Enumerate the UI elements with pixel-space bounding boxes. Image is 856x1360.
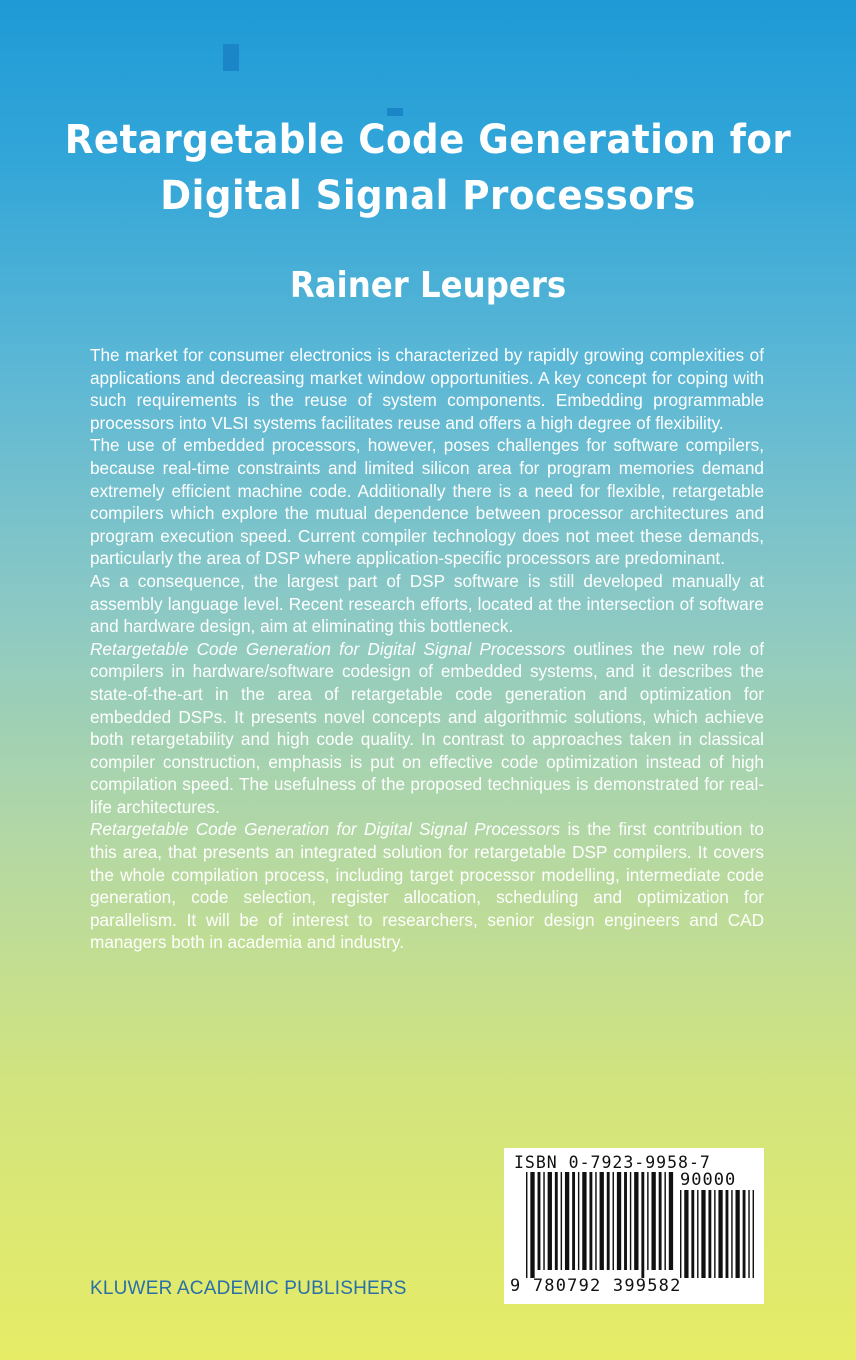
barcode-bar	[659, 1172, 662, 1270]
title-line-2: Digital Signal Processors	[160, 173, 696, 219]
barcode-bar	[736, 1190, 740, 1278]
barcode-bar	[530, 1172, 534, 1278]
book-title	[30, 112, 826, 224]
barcode-bar	[647, 1172, 648, 1270]
blurb-text: outlines the new role of compilers in hardware/software codesign of embedded systems, and it describes the state-of-the-art in the area of retargetable code generation and optimization for embedded DSPs. It presents novel concepts and algorithmic solutions, which achieve both retargetability and high code quality. In contrast to approaches taken in classical compiler construction, emphasis is put on effective code optimization instead of high compilation speed. The usefulness of the proposed techniques is demonstrated for real-life architectures.	[90, 638, 764, 817]
barcode-bar	[555, 1172, 558, 1270]
blurb-paragraph	[90, 638, 764, 819]
barcode-bar	[578, 1172, 579, 1270]
isbn-label: ISBN 0-7923-9958-7	[514, 1153, 711, 1172]
barcode-bar	[708, 1190, 711, 1278]
barcode-bar	[651, 1172, 655, 1270]
ean-barcode-bars	[526, 1172, 676, 1278]
barcode-bar	[582, 1172, 586, 1270]
barcode-bar	[617, 1172, 621, 1270]
barcode-bar	[572, 1172, 575, 1270]
barcode-bar	[589, 1172, 592, 1270]
barcode-bar	[701, 1190, 705, 1278]
blurb-paragraph: The market for consumer electronics is characterized by rapidly growing complexities of applications and decreasing market window opportunities. A key concept for coping with such requirements is the reuse of system components. Embedding programmable processors into VLSI systems facilitates reuse and offers a high degree of flexibility.	[90, 345, 764, 433]
barcode-bar	[748, 1190, 749, 1278]
decorative-mark	[223, 44, 239, 71]
publisher-name: KLUWER ACADEMIC PUBLISHERS	[90, 1278, 407, 1299]
price-code: 90000	[680, 1170, 737, 1190]
barcode-bar	[691, 1190, 694, 1278]
barcode-bar	[565, 1172, 569, 1270]
barcode-bar	[624, 1172, 627, 1270]
barcode-bar	[697, 1190, 698, 1278]
barcode-bar	[561, 1172, 562, 1270]
back-cover-blurb	[90, 344, 764, 954]
barcode-bar	[743, 1190, 746, 1278]
blurb-paragraph	[90, 818, 764, 954]
barcode-bar	[526, 1172, 527, 1278]
italic-book-title: Retargetable Code Generation for Digital Signal Processors	[90, 819, 561, 840]
title-line-1: Retargetable Code Generation for	[64, 117, 792, 163]
barcode-bar	[753, 1190, 754, 1278]
barcode-bar	[543, 1172, 544, 1270]
barcode-bar	[634, 1172, 638, 1270]
barcode-bar	[669, 1172, 673, 1270]
barcode-bar	[595, 1172, 596, 1270]
barcode-bar	[548, 1172, 552, 1270]
blurb-text: is the first contribution to this area, that presents an integrated solution for retargetable DSP compilers. It covers the whole compilation process, including target processor modelling, intermediate code generation, code selection, register allocation, scheduling and optimization for parallelism. It will be of interest to researchers, senior design engineers and CAD managers both in academia and industry.	[90, 819, 764, 953]
barcode-bar	[718, 1190, 722, 1278]
barcode-bar	[607, 1172, 610, 1270]
blurb-paragraph: The use of embedded processors, however, poses challenges for software compilers, because real-time constraints and limited silicon area for program memories demand extremely efficient machine code. Additionally there is a need for flexible, retargetable compilers which explore the mutual dependence between processor architectures and program execution speed. Current compiler technology does not meet these demands, particularly the area of DSP where application-specific processors are predominant.	[90, 435, 764, 569]
barcode-bar	[641, 1172, 644, 1278]
barcode-bar	[680, 1190, 681, 1278]
barcode-bar	[714, 1190, 715, 1278]
barcode-bar	[726, 1190, 729, 1278]
isbn-barcode	[504, 1148, 764, 1304]
barcode-bar	[630, 1172, 631, 1270]
addon-barcode-bars	[680, 1190, 754, 1278]
barcode-bar	[613, 1172, 614, 1270]
ean-digits: 9 780792 399582	[510, 1276, 682, 1296]
barcode-bar	[664, 1172, 665, 1270]
barcode-bar	[538, 1172, 541, 1270]
barcode-bar	[731, 1190, 732, 1278]
author-name: Rainer Leupers	[289, 265, 567, 306]
blurb-paragraph: As a consequence, the largest part of DSP software is still developed manually at assembly language level. Recent research efforts, located at the intersection of software and hardware design, aim at eliminating this bottleneck.	[90, 570, 764, 637]
italic-book-title: Retargetable Code Generation for Digital Signal Processors	[90, 638, 566, 659]
barcode-bar	[684, 1190, 688, 1278]
barcode-bar	[600, 1172, 604, 1270]
